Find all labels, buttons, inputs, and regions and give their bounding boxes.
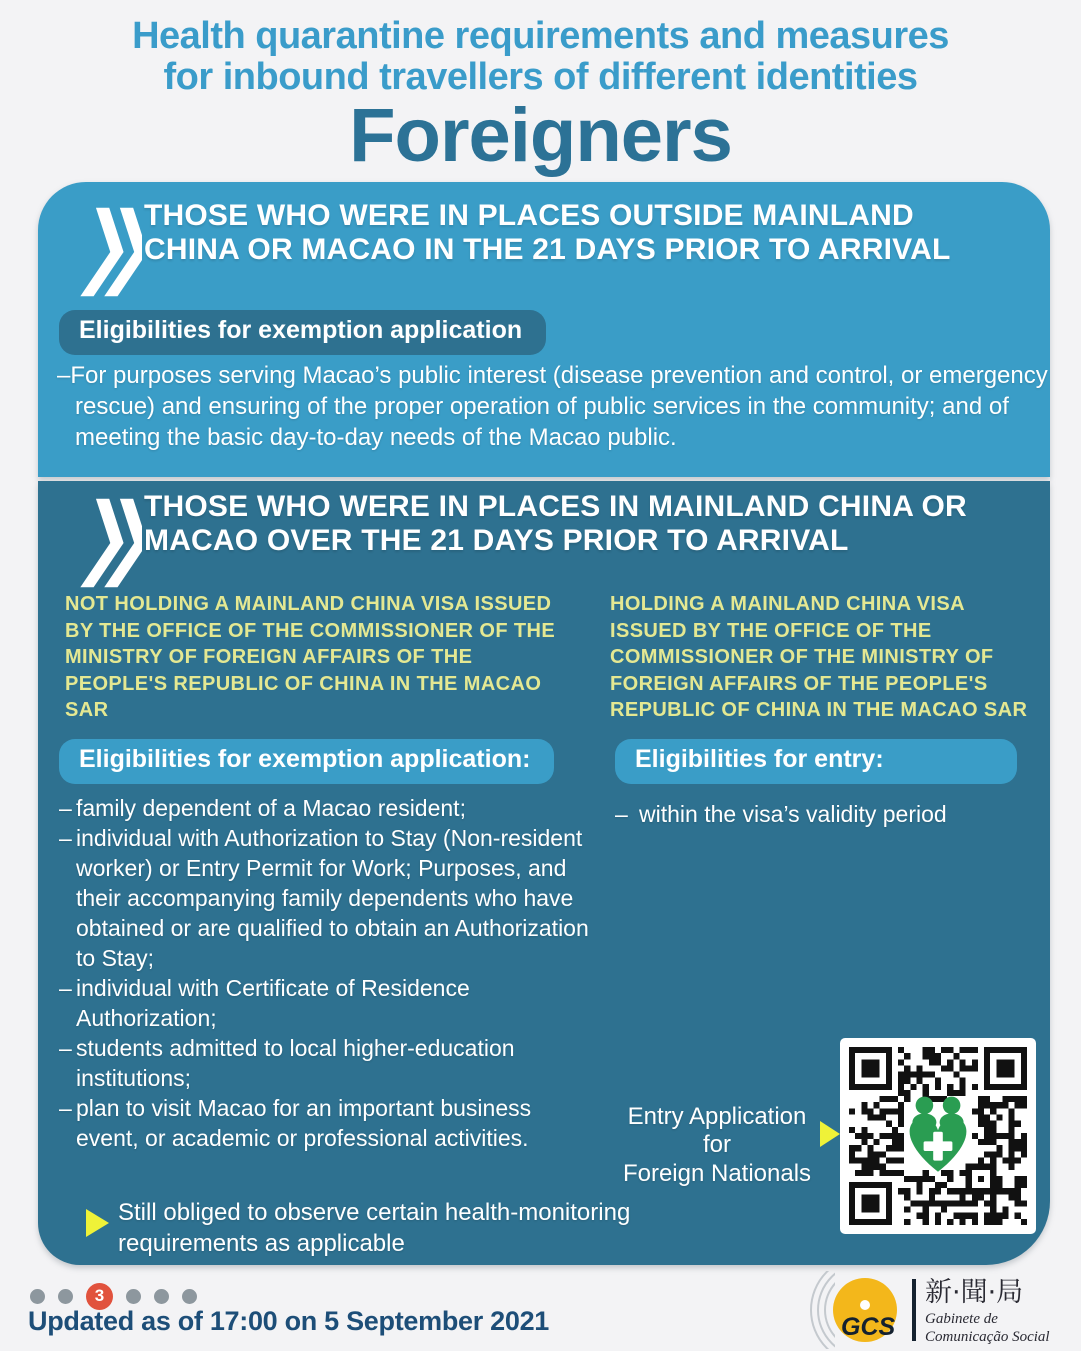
qr-code-label: Entry Application for Foreign Nationals xyxy=(622,1103,812,1187)
list-item: – plan to visit Macao for an important business event, or academic or professional activities. xyxy=(59,1095,532,1151)
poster-header xyxy=(0,15,1081,179)
pagination-dot xyxy=(58,1289,73,1304)
page-title-line1: Health quarantine requirements and measures xyxy=(132,15,949,57)
double-chevron-icon xyxy=(80,202,142,302)
not-holding-visa-subheading: NOT HOLDING A MAINLAND CHINA VISA ISSUED BY THE OFFICE OF THE COMMISSIONER OF THE MINISTRY OF FOREIGN AFFAIRS OF THE PEOPLE'S REPUBLIC OF CHINA IN THE MACAO SAR xyxy=(65,593,556,722)
entry-eligibility-item: – within the visa’s validity period xyxy=(615,801,947,827)
health-bureau-logo-icon xyxy=(898,1093,978,1177)
updated-timestamp: Updated as of 17:00 on 5 September 2021 xyxy=(28,1306,549,1336)
gcs-logo xyxy=(799,1271,1075,1349)
bullet-dash: – xyxy=(59,1095,72,1121)
bullet-dash: – xyxy=(59,825,72,851)
list-item: – individual with Certificate of Residence Authorization; xyxy=(59,975,470,1031)
exemption-eligibility-list xyxy=(59,793,591,1153)
health-monitoring-note: Still obliged to observe certain health-monitoring requirements as applicable xyxy=(118,1199,631,1258)
gcs-chinese-name: 新·聞·局 xyxy=(925,1277,1024,1308)
pagination-dot xyxy=(182,1289,197,1304)
section-inside-heading: THOSE WHO WERE IN PLACES IN MAINLAND CHINA OR MACAO OVER THE 21 DAYS PRIOR TO ARRIVAL xyxy=(144,490,967,558)
entry-eligibility-badge: Eligibilities for entry: xyxy=(615,739,1017,784)
pagination-dot xyxy=(30,1289,45,1304)
pagination-current-page: 3 xyxy=(86,1283,113,1310)
bullet-dash: – xyxy=(615,801,628,827)
pagination-dot xyxy=(126,1289,141,1304)
list-item: – family dependent of a Macao resident; xyxy=(59,795,466,821)
pagination-dot xyxy=(154,1289,169,1304)
page-subtitle: Foreigners xyxy=(349,93,732,179)
gcs-acronym: GCS xyxy=(841,1313,896,1341)
section-outside-card xyxy=(38,182,1050,477)
page-title-line2: for inbound travellers of different identities xyxy=(163,55,918,98)
exemption-application-badge: Eligibilities for exemption application: xyxy=(59,739,554,784)
triangle-arrow-icon xyxy=(86,1209,109,1237)
gcs-portuguese-name-line2: Comunicação Social xyxy=(925,1329,1050,1345)
exemption-eligibility-badge: Eligibilities for exemption application xyxy=(59,310,546,355)
bullet-dash: – xyxy=(59,975,72,1001)
list-item: – students admitted to local higher-education institutions; xyxy=(59,1035,515,1091)
gcs-portuguese-name-line1: Gabinete de xyxy=(925,1311,998,1327)
bullet-dash: – xyxy=(57,362,71,389)
bullet-dash: – xyxy=(59,795,72,821)
triangle-arrow-icon xyxy=(820,1121,840,1147)
holding-visa-subheading: HOLDING A MAINLAND CHINA VISA ISSUED BY THE OFFICE OF THE COMMISSIONER OF THE MINISTRY OF FOREIGN AFFAIRS OF THE PEOPLE'S REPUBLIC OF CHINA IN THE MACAO SAR xyxy=(610,593,1028,722)
bullet-dash: – xyxy=(59,1035,72,1061)
section-inside-card xyxy=(38,481,1050,1265)
section-outside-heading: THOSE WHO WERE IN PLACES OUTSIDE MAINLAND CHINA OR MACAO IN THE 21 DAYS PRIOR TO ARRIVAL xyxy=(144,199,951,267)
exemption-eligibility-text: –For purposes serving Macao’s public interest (disease prevention and control, or emergency rescue) and ensuring of the proper operation of public services in the community; and of meeting the basic day-to-day needs of the Macao public. xyxy=(57,362,1048,452)
qr-code xyxy=(840,1038,1036,1234)
list-item: – individual with Authorization to Stay (Non-resident worker) or Entry Permit for Work; Purposes, and their accompanying family dependents who have obtained or are qualified to obtain an Authorization to Stay; xyxy=(59,825,589,971)
double-chevron-icon xyxy=(80,493,142,593)
